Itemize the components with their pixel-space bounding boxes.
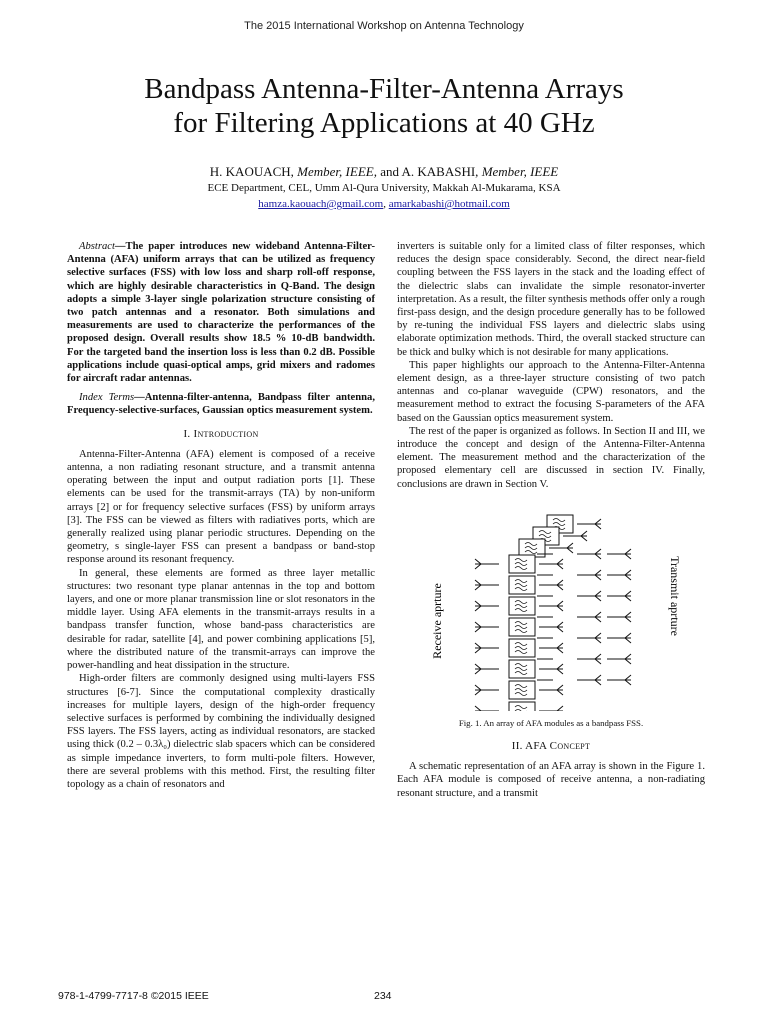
afa-module — [509, 660, 535, 678]
afa-module — [509, 576, 535, 594]
paragraph: inverters is suitable only for a limited class of filter responses, which reduces the design space considerably. Second, the direct near-field coupling between the FSS layers in the stack and the loading effect of the dielectric slabs can invalidate the simple resonator-inverter interpretation. As a result, the filter synthesis methods offer only a rough first-pass design, and the design procedure generally has to be followed by re-tuning the individual FSS layers and dielectric slabs using elaborate optimization methods. Third, the overall stacked structure can be thick and bulky which is not desirable for many applications. — [397, 241, 705, 358]
afa-module — [509, 618, 535, 636]
email-separator: , — [383, 198, 389, 210]
email-link-1[interactable]: hamza.kaouach@gmail.com — [258, 198, 384, 210]
affiliation: ECE Department, CEL, Umm Al-Qura University, Makkah Al-Mukarama, KSA — [207, 182, 561, 194]
abstract-label: Abstract — [79, 241, 115, 252]
figure-1-caption: Fig. 1. An array of AFA modules as a bandpass FSS. — [458, 717, 644, 728]
author-1: H. KAOUACH, — [209, 164, 298, 179]
transmit-antenna-head — [557, 706, 563, 711]
index-terms — [67, 391, 375, 417]
email-line — [60, 197, 708, 211]
footer-isbn: 978-1-4799-7717-8 ©2015 IEEE — [58, 990, 209, 1002]
afa-module — [509, 681, 535, 699]
author-1-role: Member, IEEE, — [297, 164, 377, 179]
afa-module-grid — [475, 515, 631, 711]
receive-antenna-head — [475, 706, 481, 711]
page-number: 234 — [374, 990, 392, 1002]
conference-header: The 2015 International Workshop on Antenna Technology — [244, 20, 524, 32]
paper-title — [60, 72, 708, 140]
section-1-heading: I. Introduction — [183, 427, 259, 440]
paragraph: The rest of the paper is organized as follows. In Section II and III, we introduce the concept and design of the Antenna-Filter-Antenna element. The measurement method and the characterization of the proposed elementary cell are discussed in section IV. Finally, conclusions are drawn in Section V. — [397, 425, 705, 490]
left-column — [67, 240, 375, 791]
afa-module — [509, 555, 535, 573]
author-2-role: Member, IEEE — [481, 164, 559, 179]
afa-array-diagram — [397, 501, 705, 711]
right-column — [397, 240, 705, 800]
afa-module — [509, 597, 535, 615]
paragraph: Antenna-Filter-Antenna (AFA) element is composed of a receive antenna, a non radiating resonant structure, and a transmit antenna operating between the input and output radiation ports [1]. These elements can be used for the transmit-arrays (TA) by non-uniform arrays [2] or for frequency selective surfaces (FSS) by uniform arrays [3]. The FSS can be viewed as filters with radiatives ports, which are generally realized using planar periodic structures. Depending on the geometry, s single-layer FSS can present a bandpass or band-stop response around its resonant frequency. — [67, 448, 375, 566]
index-terms-label: Index Terms — [79, 392, 135, 404]
abstract — [67, 240, 375, 385]
index-terms-text: —Antenna-filter-antenna, Bandpass filter antenna, Frequency-selective-surfaces, Gaussian optics measurement system. — [67, 392, 375, 417]
figure-1 — [397, 501, 705, 711]
abstract-text: —The paper introduces new wideband Antenna-Filter-Antenna (AFA) uniform arrays that can be utilized as frequency selective surfaces (FSS) with low loss and sharp roll-off response, which are highly desirable characteristics in Q-Band. The design adopts a simple 3-layer single polarization structure consisting of two patch antennas and a resonator. Both simulations and measurements are used to characterize the performances of the proposed design. Overall results show 18.5 % 10-dB bandwidth. For the targeted band the insertion loss is less than 0.2 dB. Possible applications include quasi-optical amps, grid mixers and radomes for aircraft radar antennas. — [67, 241, 375, 385]
receive-aperture-label: Receive aprture — [430, 583, 444, 659]
transmit-aperture-label: Transmit aprture — [668, 555, 682, 636]
paragraph: High-order filters are commonly designed using multi-layers FSS structures [6-7]. Since the computational complexity drastically increases for multiple layers, design of the high-order frequency selective surfaces is performed by combining the individually designed FSS layers. The FSS layers, acting as individual resonators, are stacked using thick (0.2 – 0.3λ₀) dielectric slab spacers which can be considered as simple impedance inverters, to form multi-pole filters. However, there are several problems with this method. First, the resulting filter topology as a chain of resonators and — [67, 673, 375, 790]
author-list — [60, 164, 708, 179]
email-link-2[interactable]: amarkabashi@hotmail.com — [388, 198, 510, 210]
title-line-2: for Filtering Applications at 40 GHz — [173, 107, 595, 139]
paragraph: A schematic representation of an AFA array is shown in the Figure 1. Each AFA module is composed of receive antenna, a non-radiating resonant structure, and a transmit — [397, 761, 705, 799]
title-line-1: Bandpass Antenna-Filter-Antenna Arrays — [144, 73, 624, 105]
author-conj: and A. KABASHI, — [376, 164, 482, 179]
afa-module — [509, 639, 535, 657]
section-2-heading: II. AFA Concept — [511, 740, 591, 753]
paragraph: This paper highlights our approach to the Antenna-Filter-Antenna element design, as a three-layer structure consisting of two patch antennas and co-planar waveguide (CPW) resonators, and the measurement method to extract the focusing S-parameters of the AFA based on the Gaussian optics measurement system. — [397, 359, 705, 424]
afa-module — [509, 702, 535, 711]
paragraph: In general, these elements are formed as three layer metallic structures: two resonant type planar antennas in the top and bottom layers, and one or more planar transmission line or slot resonators in the middle layer. Using AFA elements in the transmit-arrays results in a bandpass transfer function, whose band-pass characteristics are desirable for radar, satellite [4], and power combining applications [5], where the distributed nature of the transmit-arrays can improve the power-handling and heat dissipation in the structure. — [67, 567, 375, 672]
